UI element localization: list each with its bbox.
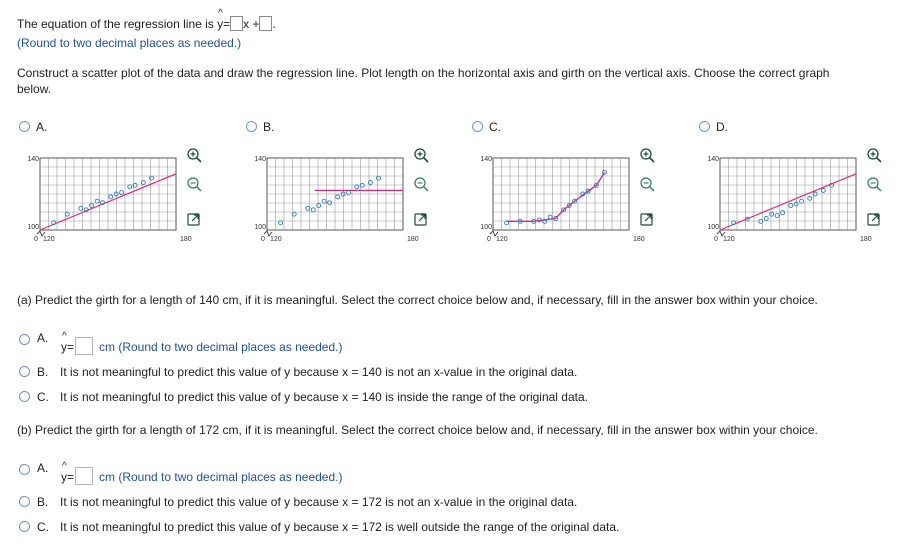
graph-d-svg [707, 146, 920, 266]
expand-icon [868, 214, 879, 225]
part-b-option-a-text: cm (Round to two decimal places as needed.) [99, 470, 343, 484]
y-axis-bottom-label: 100 [480, 224, 492, 231]
graph-option-c-letter: C. [489, 120, 501, 134]
part-b-option-a-letter: A. [37, 461, 49, 475]
part-a-question: (a) Predict the girth for a length of 140 cm, if it is meaningful. Select the correct choice below and, if necessary, fill in the answer box within your choice. [17, 293, 818, 307]
expand-icon [188, 214, 199, 225]
slope-answer-box[interactable] [230, 16, 243, 31]
instruction-line-2: below. [17, 82, 52, 96]
graph-a-svg [27, 146, 240, 266]
expand-icon [415, 214, 426, 225]
part-a-answer-box[interactable] [75, 337, 93, 355]
part-b-option-a-radio[interactable] [19, 464, 30, 475]
part-a-option-b-radio[interactable] [19, 366, 30, 377]
graph-option-a-radio[interactable] [19, 121, 30, 132]
equation-prefix: The equation of the regression line is [17, 17, 218, 31]
zoom-in-icon [641, 149, 654, 162]
x-axis-zero-label: 0 [34, 236, 38, 243]
part-a-option-c-radio[interactable] [19, 391, 30, 402]
x-axis-zero-label: 0 [714, 236, 718, 243]
y-axis-top-label: 140 [707, 156, 719, 163]
part-a-equals: = [67, 340, 75, 354]
x-axis-zero-label: 0 [487, 236, 491, 243]
x-plus-text: x + [243, 17, 260, 31]
period: . [272, 17, 276, 31]
graph-option-d-letter: D. [716, 120, 728, 134]
graph-c-svg [480, 146, 693, 266]
zoom-in-icon [868, 149, 881, 162]
part-b-option-b-text: It is not meaningful to predict this value of y because x = 172 is not an x-value in the original data. [60, 495, 578, 509]
part-a-option-a-text: cm (Round to two decimal places as needed.) [99, 340, 343, 354]
part-a-option-a-letter: A. [37, 331, 49, 345]
zoom-in-icon [415, 149, 428, 162]
graph-option-c[interactable] [480, 146, 693, 266]
part-a-option-c-text: It is not meaningful to predict this value of y because x = 140 is inside the range of the original data. [60, 390, 588, 404]
zoom-out-icon [641, 178, 654, 191]
zoom-out-icon [868, 178, 881, 191]
part-a-option-b-text: It is not meaningful to predict this value of y because x = 140 is not an x-value in the original data. [60, 365, 578, 379]
x-axis-right-label: 180 [633, 236, 645, 243]
graph-option-d[interactable] [707, 146, 920, 266]
x-axis-left-label: 120 [723, 236, 735, 243]
part-a-option-c-letter: C. [37, 390, 49, 404]
part-b-option-b-letter: B. [37, 495, 49, 509]
x-axis-left-label: 120 [496, 236, 508, 243]
y-axis-bottom-label: 100 [27, 224, 39, 231]
part-a-option-a-row [61, 337, 342, 355]
x-axis-zero-label: 0 [261, 236, 265, 243]
part-b-option-a-row [61, 467, 342, 485]
graph-option-c-radio[interactable] [472, 121, 483, 132]
graph-b-svg [254, 146, 467, 266]
graph-option-b-letter: B. [263, 120, 275, 134]
graph-option-b-radio[interactable] [246, 121, 257, 132]
y-axis-bottom-label: 100 [707, 224, 719, 231]
part-a-y-hat: ^ y [61, 340, 67, 354]
y-axis-top-label: 140 [254, 156, 266, 163]
graph-option-a-letter: A. [36, 120, 48, 134]
intercept-answer-box[interactable] [259, 16, 272, 31]
x-axis-right-label: 180 [180, 236, 192, 243]
graph-option-b[interactable] [254, 146, 467, 266]
equals-sign: = [223, 17, 231, 31]
part-b-equals: = [67, 470, 75, 484]
graph-option-a[interactable] [27, 146, 240, 266]
y-hat-symbol: ^ y [217, 17, 223, 31]
part-b-question: (b) Predict the girth for a length of 172 cm, if it is meaningful. Select the correct choice below and, if necessary, fill in the answer box within your choice. [17, 423, 818, 437]
zoom-out-icon [188, 178, 201, 191]
expand-icon [641, 214, 652, 225]
part-b-y-hat: ^ y [61, 470, 67, 484]
graph-option-d-radio[interactable] [699, 121, 710, 132]
x-axis-left-label: 120 [270, 236, 282, 243]
part-b-option-c-letter: C. [37, 520, 49, 534]
part-a-option-b-letter: B. [37, 365, 49, 379]
x-axis-right-label: 180 [860, 236, 872, 243]
part-b-option-b-radio[interactable] [19, 496, 30, 507]
x-axis-right-label: 180 [407, 236, 419, 243]
part-b-answer-box[interactable] [75, 467, 93, 485]
zoom-out-icon [415, 178, 428, 191]
x-axis-left-label: 120 [43, 236, 55, 243]
y-axis-top-label: 140 [480, 156, 492, 163]
round-note: (Round to two decimal places as needed.) [17, 36, 242, 50]
zoom-in-icon [188, 149, 201, 162]
part-b-option-c-radio[interactable] [19, 521, 30, 532]
part-a-option-a-radio[interactable] [19, 334, 30, 345]
instruction-line-1: Construct a scatter plot of the data and draw the regression line. Plot length on the horizontal axis and girth on the vertical axis. Choose the correct graph [17, 66, 830, 80]
part-b-option-c-text: It is not meaningful to predict this value of y because x = 172 is well outside the range of the original data. [60, 520, 620, 534]
regression-equation-line [17, 16, 276, 31]
y-axis-bottom-label: 100 [254, 224, 266, 231]
y-axis-top-label: 140 [27, 156, 39, 163]
